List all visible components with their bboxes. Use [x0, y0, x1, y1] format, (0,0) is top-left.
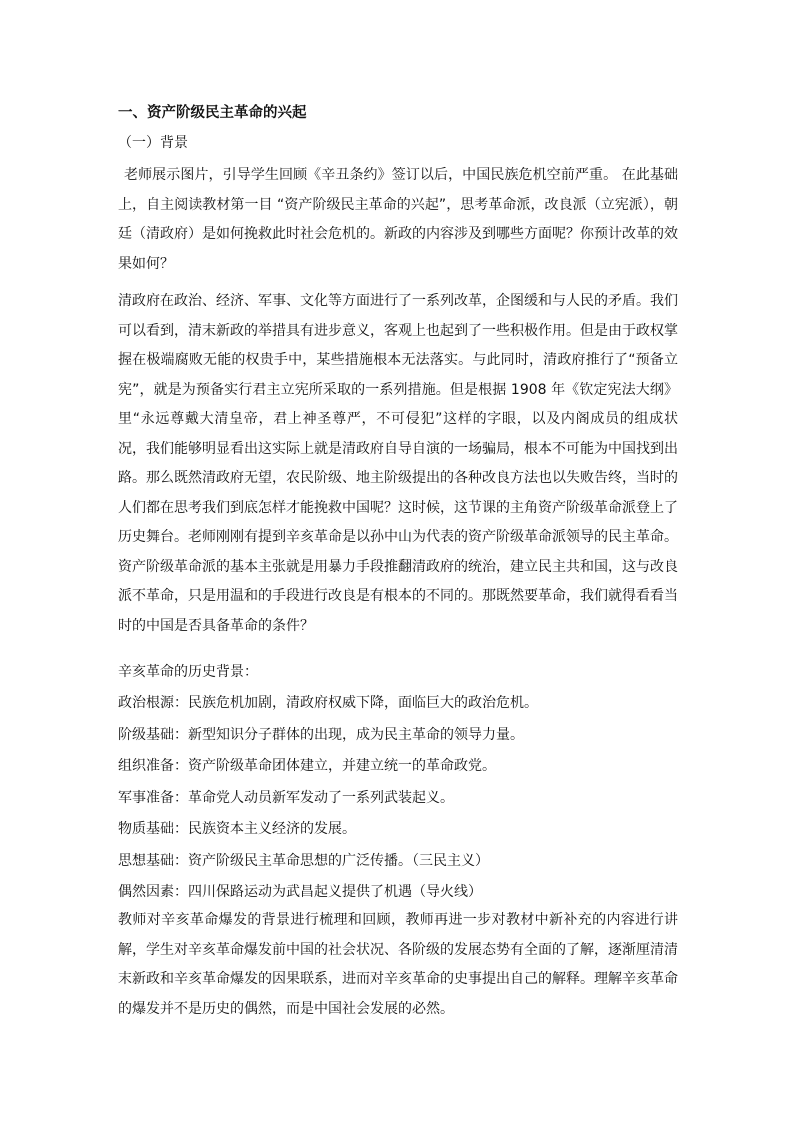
- background-list: [118, 693, 678, 914]
- background-item-political: 政治根源：民族危机加剧，清政府权威下降，面临巨大的政治危机。: [118, 695, 538, 711]
- background-title: 辛亥革命的历史背景：: [118, 664, 258, 680]
- background-item-material: 物质基础：民族资本主义经济的发展。: [118, 821, 356, 837]
- background-item-ideology: 思想基础：资产阶级民主革命思想的广泛传播。（三民主义）: [118, 852, 489, 869]
- subsection-heading: （一）背景: [118, 135, 188, 151]
- background-item-trigger: 偶然因素：四川保路运动为武昌起义提供了机遇（导火线）: [118, 884, 482, 900]
- intro-paragraph: 老师展示图片，引导学生回顾《辛丑条约》签订以后，中国民族危机空前严重。 在此基础上，自主阅读教材第一目 “资产阶级民主革命的兴起”，思考革命派，改良派（立宪派），朝廷（清政府）是如何挽救此时社会危机的。新政的内容涉及到哪些方面呢？你预计改革的效果如何？: [118, 167, 678, 272]
- background-item-organization: 组织准备：资产阶级革命团体建立，并建立统一的革命政党。: [118, 758, 496, 774]
- body-paragraph: 清政府在政治、经济、军事、文化等方面进行了一系列改革，企图缓和与人民的矛盾。我们可以看到，清末新政的举措具有进步意义，客观上也起到了一些积极作用。但是由于政权掌握在极端腐败无能的权贵手中，某些措施根本无法落实。与此同时，清政府推行了“预备立宪”，就是为预备实行君主立宪所采取的一系列措施。但是根据 1908 年《钦定宪法大纲》里“永远尊戴大清皇帝，君上神圣尊严，不可侵犯”这样的字眼，以及内阁成员的组成状况，我们能够明显看出这实际上就是清政府自导自演的一场骗局，根本不可能为中国找到出路。那么既然清政府无望，农民阶级、地主阶级提出的各种改良方法也以失败告终，当时的人们都在思考我们到底怎样才能挽救中国呢？这时候，这节课的主角资产阶级革命派登上了历史舞台。老师刚刚有提到辛亥革命是以孙中山为代表的资产阶级革命派领导的民主革命。资产阶级革命派的基本主张就是用暴力手段推翻清政府的统治，建立民主共和国，这与改良派不革命，只是用温和的手段进行改良是有根本的不同的。那既然要革命，我们就得看看当时的中国是否具备革命的条件？: [118, 293, 678, 634]
- section-heading: 一、资产阶级民主革命的兴起: [118, 105, 307, 121]
- background-item-military: 军事准备：革命党人动员新军发动了一系列武装起义。: [118, 789, 454, 806]
- background-item-class: 阶级基础：新型知识分子群体的出现，成为民主革命的领导力量。: [118, 726, 524, 743]
- summary-paragraph: 教师对辛亥革命爆发的背景进行梳理和回顾，教师再进一步对教材中新补充的内容进行讲解，学生对辛亥革命爆发前中国的社会状况、各阶级的发展态势有全面的了解，逐渐厘清清末新政和辛亥革命爆发的因果联系，进而对辛亥革命的史事提出自己的解释。理解辛亥革命的爆发并不是历史的偶然，而是中国社会发展的必然。: [118, 912, 678, 1017]
